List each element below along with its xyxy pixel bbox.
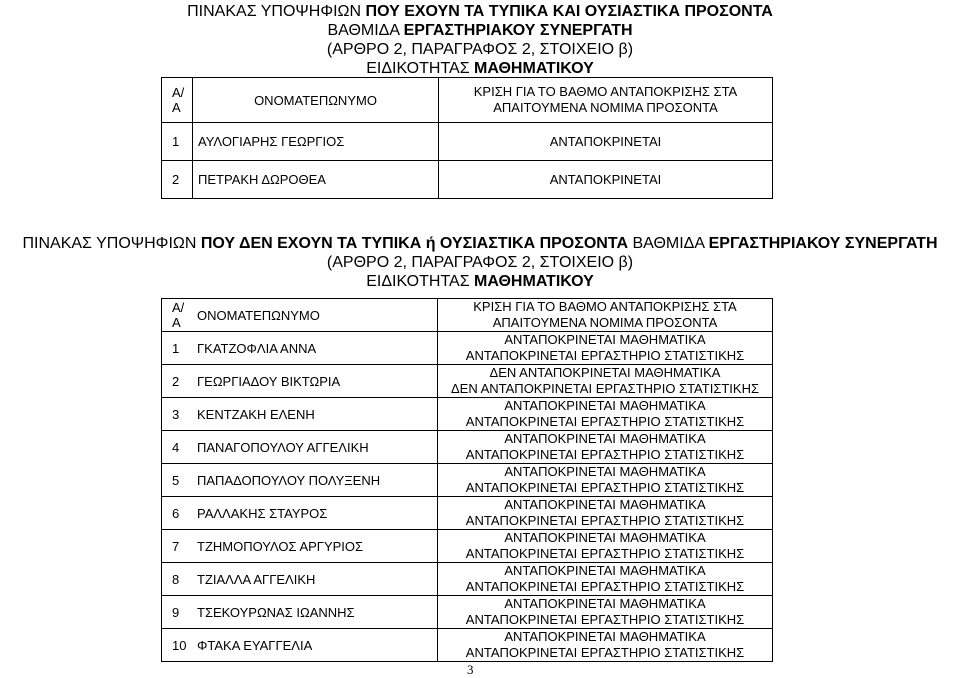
candidate-name: ΠΑΝΑΓΟΠΟΥΛΟΥ ΑΓΓΕΛΙΚΗ: [192, 431, 438, 464]
title-text: (ΑΡΘΡΟ 2, ΠΑΡΑΓΡΑΦΟΣ 2, ΣΤΟΙΧΕΙΟ β): [326, 254, 634, 271]
criterion-line2: ΑΝΤΑΠΟΚΡΙΝΕΤΑΙ ΕΡΓΑΣΤΗΡΙΟ ΣΤΑΤΙΣΤΙΚΗΣ: [465, 612, 745, 627]
row-number: 1: [162, 123, 193, 161]
criterion-line2: ΑΝΤΑΠΟΚΡΙΝΕΤΑΙ ΕΡΓΑΣΤΗΡΙΟ ΣΤΑΤΙΣΤΙΚΗΣ: [465, 348, 745, 363]
criterion-line1: ΑΝΤΑΠΟΚΡΙΝΕΤΑΙ: [549, 171, 662, 187]
header-criterion: [439, 78, 773, 123]
criterion-cell: [438, 596, 773, 629]
title-text: ΕΡΓΑΣΤΗΡΙΑΚΟΥ ΣΥΝΕΡΓΑΤΗ: [403, 22, 633, 39]
row-number: 9: [162, 596, 193, 629]
title-text: ΕΙΔΙΚΟΤΗΤΑΣ: [366, 273, 475, 290]
header-no: Α/Α: [162, 299, 193, 332]
table-row: [162, 596, 773, 629]
qualified-candidates-table: [161, 77, 773, 199]
title-line: [0, 2, 960, 21]
title-text: (ΑΡΘΡΟ 2, ΠΑΡΑΓΡΑΦΟΣ 2, ΣΤΟΙΧΕΙΟ β): [326, 41, 634, 58]
candidate-name: ΡΑΛΛΑΚΗΣ ΣΤΑΥΡΟΣ: [192, 497, 438, 530]
criterion-line2: ΑΝΤΑΠΟΚΡΙΝΕΤΑΙ ΕΡΓΑΣΤΗΡΙΟ ΣΤΑΤΙΣΤΙΚΗΣ: [465, 579, 745, 594]
criterion-line1: ΑΝΤΑΠΟΚΡΙΝΕΤΑΙ ΜΑΘΗΜΑΤΙΚΑ: [504, 629, 706, 644]
header-criterion-line1: ΚΡΙΣΗ ΓΙΑ ΤΟ ΒΑΘΜΟ ΑΝΤΑΠΟΚΡΙΣΗΣ ΣΤΑ: [473, 84, 738, 99]
criterion-cell: [439, 123, 773, 161]
criterion-line2: ΑΝΤΑΠΟΚΡΙΝΕΤΑΙ ΕΡΓΑΣΤΗΡΙΟ ΣΤΑΤΙΣΤΙΚΗΣ: [465, 645, 745, 660]
title-text: ΕΡΓΑΣΤΗΡΙΑΚΟΥ ΣΥΝΕΡΓΑΤΗ: [708, 235, 938, 252]
title-text: ΒΑΘΜΙΔΑ: [327, 22, 404, 39]
table-row: [162, 431, 773, 464]
unqualified-candidates-table: [161, 298, 773, 662]
table-header-row: [162, 78, 773, 123]
criterion-line1: ΑΝΤΑΠΟΚΡΙΝΕΤΑΙ ΜΑΘΗΜΑΤΙΚΑ: [504, 563, 706, 578]
title-text: ΕΙΔΙΚΟΤΗΤΑΣ: [366, 60, 475, 77]
row-number: 7: [162, 530, 193, 563]
criterion-cell: [438, 332, 773, 365]
criterion-cell: [438, 398, 773, 431]
criterion-cell: [438, 497, 773, 530]
criterion-line1: ΑΝΤΑΠΟΚΡΙΝΕΤΑΙ ΜΑΘΗΜΑΤΙΚΑ: [504, 596, 706, 611]
title-text: ΠΙΝΑΚΑΣ ΥΠΟΨΗΦΙΩΝ: [22, 235, 201, 252]
row-number: 6: [162, 497, 193, 530]
criterion-line1: ΑΝΤΑΠΟΚΡΙΝΕΤΑΙ: [549, 133, 662, 149]
row-number: 1: [162, 332, 193, 365]
qualified-table-title: [0, 2, 960, 78]
row-number: 8: [162, 563, 193, 596]
header-criterion: [438, 299, 773, 332]
title-text: ΠΟΥ ΕΧΟΥΝ ΤΑ ΤΥΠΙΚΑ ΚΑΙ ΟΥΣΙΑΣΤΙΚΑ ΠΡΟΣΟΝΤΑ: [365, 3, 773, 20]
table-row: [162, 365, 773, 398]
criterion-line2: ΑΝΤΑΠΟΚΡΙΝΕΤΑΙ ΕΡΓΑΣΤΗΡΙΟ ΣΤΑΤΙΣΤΙΚΗΣ: [465, 513, 745, 528]
criterion-cell: [438, 530, 773, 563]
title-text: ΠΙΝΑΚΑΣ ΥΠΟΨΗΦΙΩΝ: [187, 3, 366, 20]
candidate-name: ΠΑΠΑΔΟΠΟΥΛΟΥ ΠΟΛΥΞΕΝΗ: [192, 464, 438, 497]
title-line: [0, 253, 960, 272]
title-line: [0, 40, 960, 59]
criterion-cell: [439, 161, 773, 199]
candidate-name: ΤΣΕΚΟΥΡΩΝΑΣ ΙΩΑΝΝΗΣ: [192, 596, 438, 629]
header-criterion-line2: ΑΠΑΙΤΟΥΜΕΝΑ ΝΟΜΙΜΑ ΠΡΟΣΟΝΤΑ: [492, 315, 718, 330]
title-line: [0, 21, 960, 40]
criterion-line2: ΑΝΤΑΠΟΚΡΙΝΕΤΑΙ ΕΡΓΑΣΤΗΡΙΟ ΣΤΑΤΙΣΤΙΚΗΣ: [465, 414, 745, 429]
criterion-line1: ΔΕΝ ΑΝΤΑΠΟΚΡΙΝΕΤΑΙ ΜΑΘΗΜΑΤΙΚΑ: [489, 365, 721, 380]
criterion-line2: ΑΝΤΑΠΟΚΡΙΝΕΤΑΙ ΕΡΓΑΣΤΗΡΙΟ ΣΤΑΤΙΣΤΙΚΗΣ: [465, 480, 745, 495]
criterion-line2: ΑΝΤΑΠΟΚΡΙΝΕΤΑΙ ΕΡΓΑΣΤΗΡΙΟ ΣΤΑΤΙΣΤΙΚΗΣ: [465, 546, 745, 561]
header-criterion-line1: ΚΡΙΣΗ ΓΙΑ ΤΟ ΒΑΘΜΟ ΑΝΤΑΠΟΚΡΙΣΗΣ ΣΤΑ: [473, 299, 737, 314]
criterion-line1: ΑΝΤΑΠΟΚΡΙΝΕΤΑΙ ΜΑΘΗΜΑΤΙΚΑ: [504, 464, 706, 479]
title-text: ΠΟΥ ΔΕΝ ΕΧΟΥΝ ΤΑ ΤΥΠΙΚΑ ή ΟΥΣΙΑΣΤΙΚΑ ΠΡΟΣΟΝΤΑ: [200, 235, 628, 252]
criterion-cell: [438, 464, 773, 497]
row-number: 2: [162, 161, 193, 199]
unqualified-table-title: [0, 234, 960, 291]
header-criterion-line2: ΑΠΑΙΤΟΥΜΕΝΑ ΝΟΜΙΜΑ ΠΡΟΣΟΝΤΑ: [493, 100, 718, 115]
criterion-line1: ΑΝΤΑΠΟΚΡΙΝΕΤΑΙ ΜΑΘΗΜΑΤΙΚΑ: [504, 332, 706, 347]
candidate-name: ΠΕΤΡΑΚΗ ΔΩΡΟΘΕΑ: [193, 161, 439, 199]
row-number: 5: [162, 464, 193, 497]
table-row: [162, 563, 773, 596]
candidate-name: ΓΚΑΤΖΟΦΛΙΑ ΑΝΝΑ: [192, 332, 438, 365]
candidate-name: ΤΖΙΑΛΛΑ ΑΓΓΕΛΙΚΗ: [192, 563, 438, 596]
title-line: [0, 59, 960, 78]
criterion-line1: ΑΝΤΑΠΟΚΡΙΝΕΤΑΙ ΜΑΘΗΜΑΤΙΚΑ: [504, 398, 706, 413]
page-number: 3: [467, 662, 474, 677]
row-number: 2: [162, 365, 193, 398]
table-row: [162, 161, 773, 199]
header-name: ΟΝΟΜΑΤΕΠΩΝΥΜΟ: [192, 299, 438, 332]
candidate-name: ΓΕΩΡΓΙΑΔΟΥ ΒΙΚΤΩΡΙΑ: [192, 365, 438, 398]
candidate-name: ΑΥΛΟΓΙΑΡΗΣ ΓΕΩΡΓΙΟΣ: [193, 123, 439, 161]
criterion-cell: [438, 563, 773, 596]
header-name: ΟΝΟΜΑΤΕΠΩΝΥΜΟ: [193, 78, 439, 123]
criterion-line1: ΑΝΤΑΠΟΚΡΙΝΕΤΑΙ ΜΑΘΗΜΑΤΙΚΑ: [504, 530, 706, 545]
table-row: [162, 332, 773, 365]
title-line: [0, 234, 960, 253]
table-row: [162, 497, 773, 530]
row-number: 10: [162, 629, 193, 662]
header-no: Α/Α: [162, 78, 193, 123]
candidate-name: ΦΤΑΚΑ ΕΥΑΓΓΕΛΙΑ: [192, 629, 438, 662]
criterion-cell: [438, 629, 773, 662]
table-row: [162, 629, 773, 662]
title-text: ΜΑΘΗΜΑΤΙΚΟΥ: [474, 273, 594, 290]
criterion-line1: ΑΝΤΑΠΟΚΡΙΝΕΤΑΙ ΜΑΘΗΜΑΤΙΚΑ: [504, 431, 706, 446]
criterion-line2: ΔΕΝ ΑΝΤΑΠΟΚΡΙΝΕΤΑΙ ΕΡΓΑΣΤΗΡΙΟ ΣΤΑΤΙΣΤΙΚΗΣ: [450, 381, 760, 396]
criterion-cell: [438, 365, 773, 398]
title-text: ΒΑΘΜΙΔΑ: [628, 235, 709, 252]
table-row: [162, 398, 773, 431]
row-number: 4: [162, 431, 193, 464]
title-text: ΜΑΘΗΜΑΤΙΚΟΥ: [474, 60, 594, 77]
row-number: 3: [162, 398, 193, 431]
candidate-name: ΚΕΝΤΖΑΚΗ ΕΛΕΝΗ: [192, 398, 438, 431]
criterion-line2: ΑΝΤΑΠΟΚΡΙΝΕΤΑΙ ΕΡΓΑΣΤΗΡΙΟ ΣΤΑΤΙΣΤΙΚΗΣ: [465, 447, 745, 462]
criterion-cell: [438, 431, 773, 464]
table-row: [162, 530, 773, 563]
table-header-row: [162, 299, 773, 332]
table-row: [162, 464, 773, 497]
candidate-name: ΤΖΗΜΟΠΟΥΛΟΣ ΑΡΓΥΡΙΟΣ: [192, 530, 438, 563]
title-line: [0, 272, 960, 291]
table-row: [162, 123, 773, 161]
criterion-line1: ΑΝΤΑΠΟΚΡΙΝΕΤΑΙ ΜΑΘΗΜΑΤΙΚΑ: [504, 497, 706, 512]
